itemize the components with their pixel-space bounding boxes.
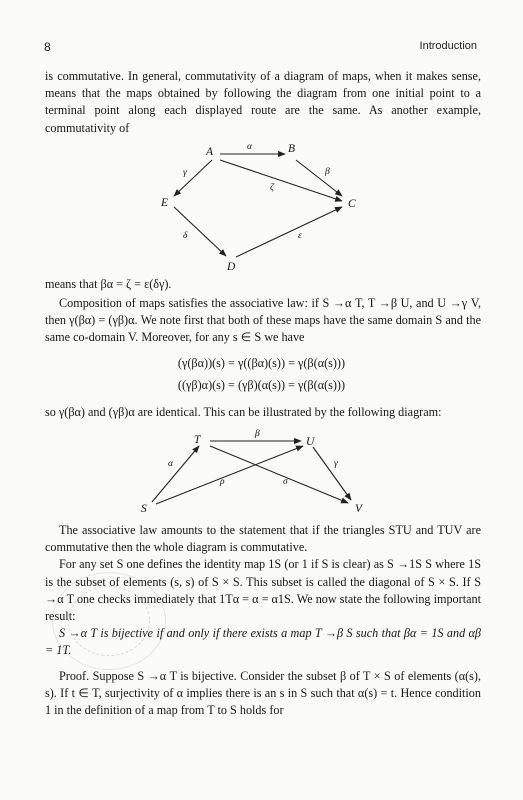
label-gamma-2: γ bbox=[334, 459, 338, 469]
node-U: U bbox=[306, 436, 315, 448]
node-T: T bbox=[194, 434, 201, 446]
paragraph-commutativity: is commutative. In general, commutativity of a diagram of maps, when it makes sense, means that the maps obtained by following the diagram from one initial point to a terminal point along each displayed route are the same. As another example, commutativity of bbox=[45, 69, 481, 135]
label-rho: ρ bbox=[220, 477, 225, 487]
edge-gamma-2 bbox=[313, 447, 351, 500]
edge-alpha-2 bbox=[152, 446, 199, 502]
node-A: A bbox=[206, 146, 214, 158]
label-alpha: α bbox=[247, 142, 252, 152]
edge-gamma bbox=[174, 160, 212, 196]
label-zeta: ζ bbox=[270, 183, 274, 193]
equation-1: (γ(βα))(s) = γ((βα)(s)) = γ(β(α(s))) bbox=[177, 356, 346, 370]
paragraph-triangles: The associative law amounts to the statement that if the triangles STU and TUV are commutative then the whole diagram is commutative. bbox=[45, 523, 481, 555]
chapter-title: Introduction bbox=[419, 40, 477, 52]
node-D: D bbox=[227, 261, 236, 273]
node-S: S bbox=[141, 503, 147, 515]
label-sigma: σ bbox=[283, 477, 288, 487]
means-line: means that βα = ζ = ε(δγ). bbox=[45, 277, 172, 291]
edge-delta bbox=[174, 207, 226, 256]
text-block-identical bbox=[45, 404, 481, 421]
equation-2: ((γβ)α)(s) = (γβ)(α(s)) = γ(β(α(s))) bbox=[177, 378, 346, 392]
label-beta: β bbox=[325, 167, 330, 177]
label-epsilon: ε bbox=[298, 231, 302, 241]
label-beta-2: β bbox=[255, 429, 260, 439]
node-V: V bbox=[355, 503, 363, 515]
paragraph-identity-map: For any set S one defines the identity map 1S (or 1 if S is clear) as S →1S S where 1S is the subset of elements (s, s) of S × S. This subset is called the diagonal of S × S. If S →α T one checks immediately that 1Tα = α = α1S. We now state the following important result: bbox=[45, 557, 481, 624]
paragraph-associative-law: Composition of maps satisfies the associative law: if S →α T, T →β U, and U →γ V, then γ(βα) = (γβ)α. We note first that both of these maps have the same domain S and the same co-domain V. Moreover, for any s ∈ S we have bbox=[45, 296, 481, 345]
label-gamma: γ bbox=[183, 168, 187, 178]
node-C: C bbox=[348, 198, 356, 210]
paragraph-identical: so γ(βα) and (γβ)α are identical. This can be illustrated by the following diagram: bbox=[45, 405, 442, 419]
text-block-means bbox=[45, 276, 481, 293]
text-block-associative bbox=[45, 295, 481, 347]
page-number: 8 bbox=[44, 40, 51, 54]
edge-beta bbox=[296, 160, 342, 196]
label-delta: δ bbox=[183, 231, 188, 241]
paragraph-proof: Proof. Suppose S →α T is bijective. Consider the subset β of T × S of elements (α(s), s). If t ∈ T, surjectivity of α implies there is an s in S such that α(s) = t. Hence condition 1 in the definition of a map from T to S holds for bbox=[45, 668, 481, 718]
edge-zeta bbox=[220, 160, 342, 201]
label-alpha-2: α bbox=[168, 459, 173, 469]
node-B: B bbox=[288, 143, 296, 155]
edge-epsilon bbox=[236, 207, 342, 257]
theorem-bijective: S →α T is bijective if and only if there exists a map T →β S such that βα = 1S and αβ = 1T. bbox=[45, 626, 481, 658]
node-E: E bbox=[161, 197, 169, 209]
library-stamp-inner bbox=[68, 586, 150, 656]
